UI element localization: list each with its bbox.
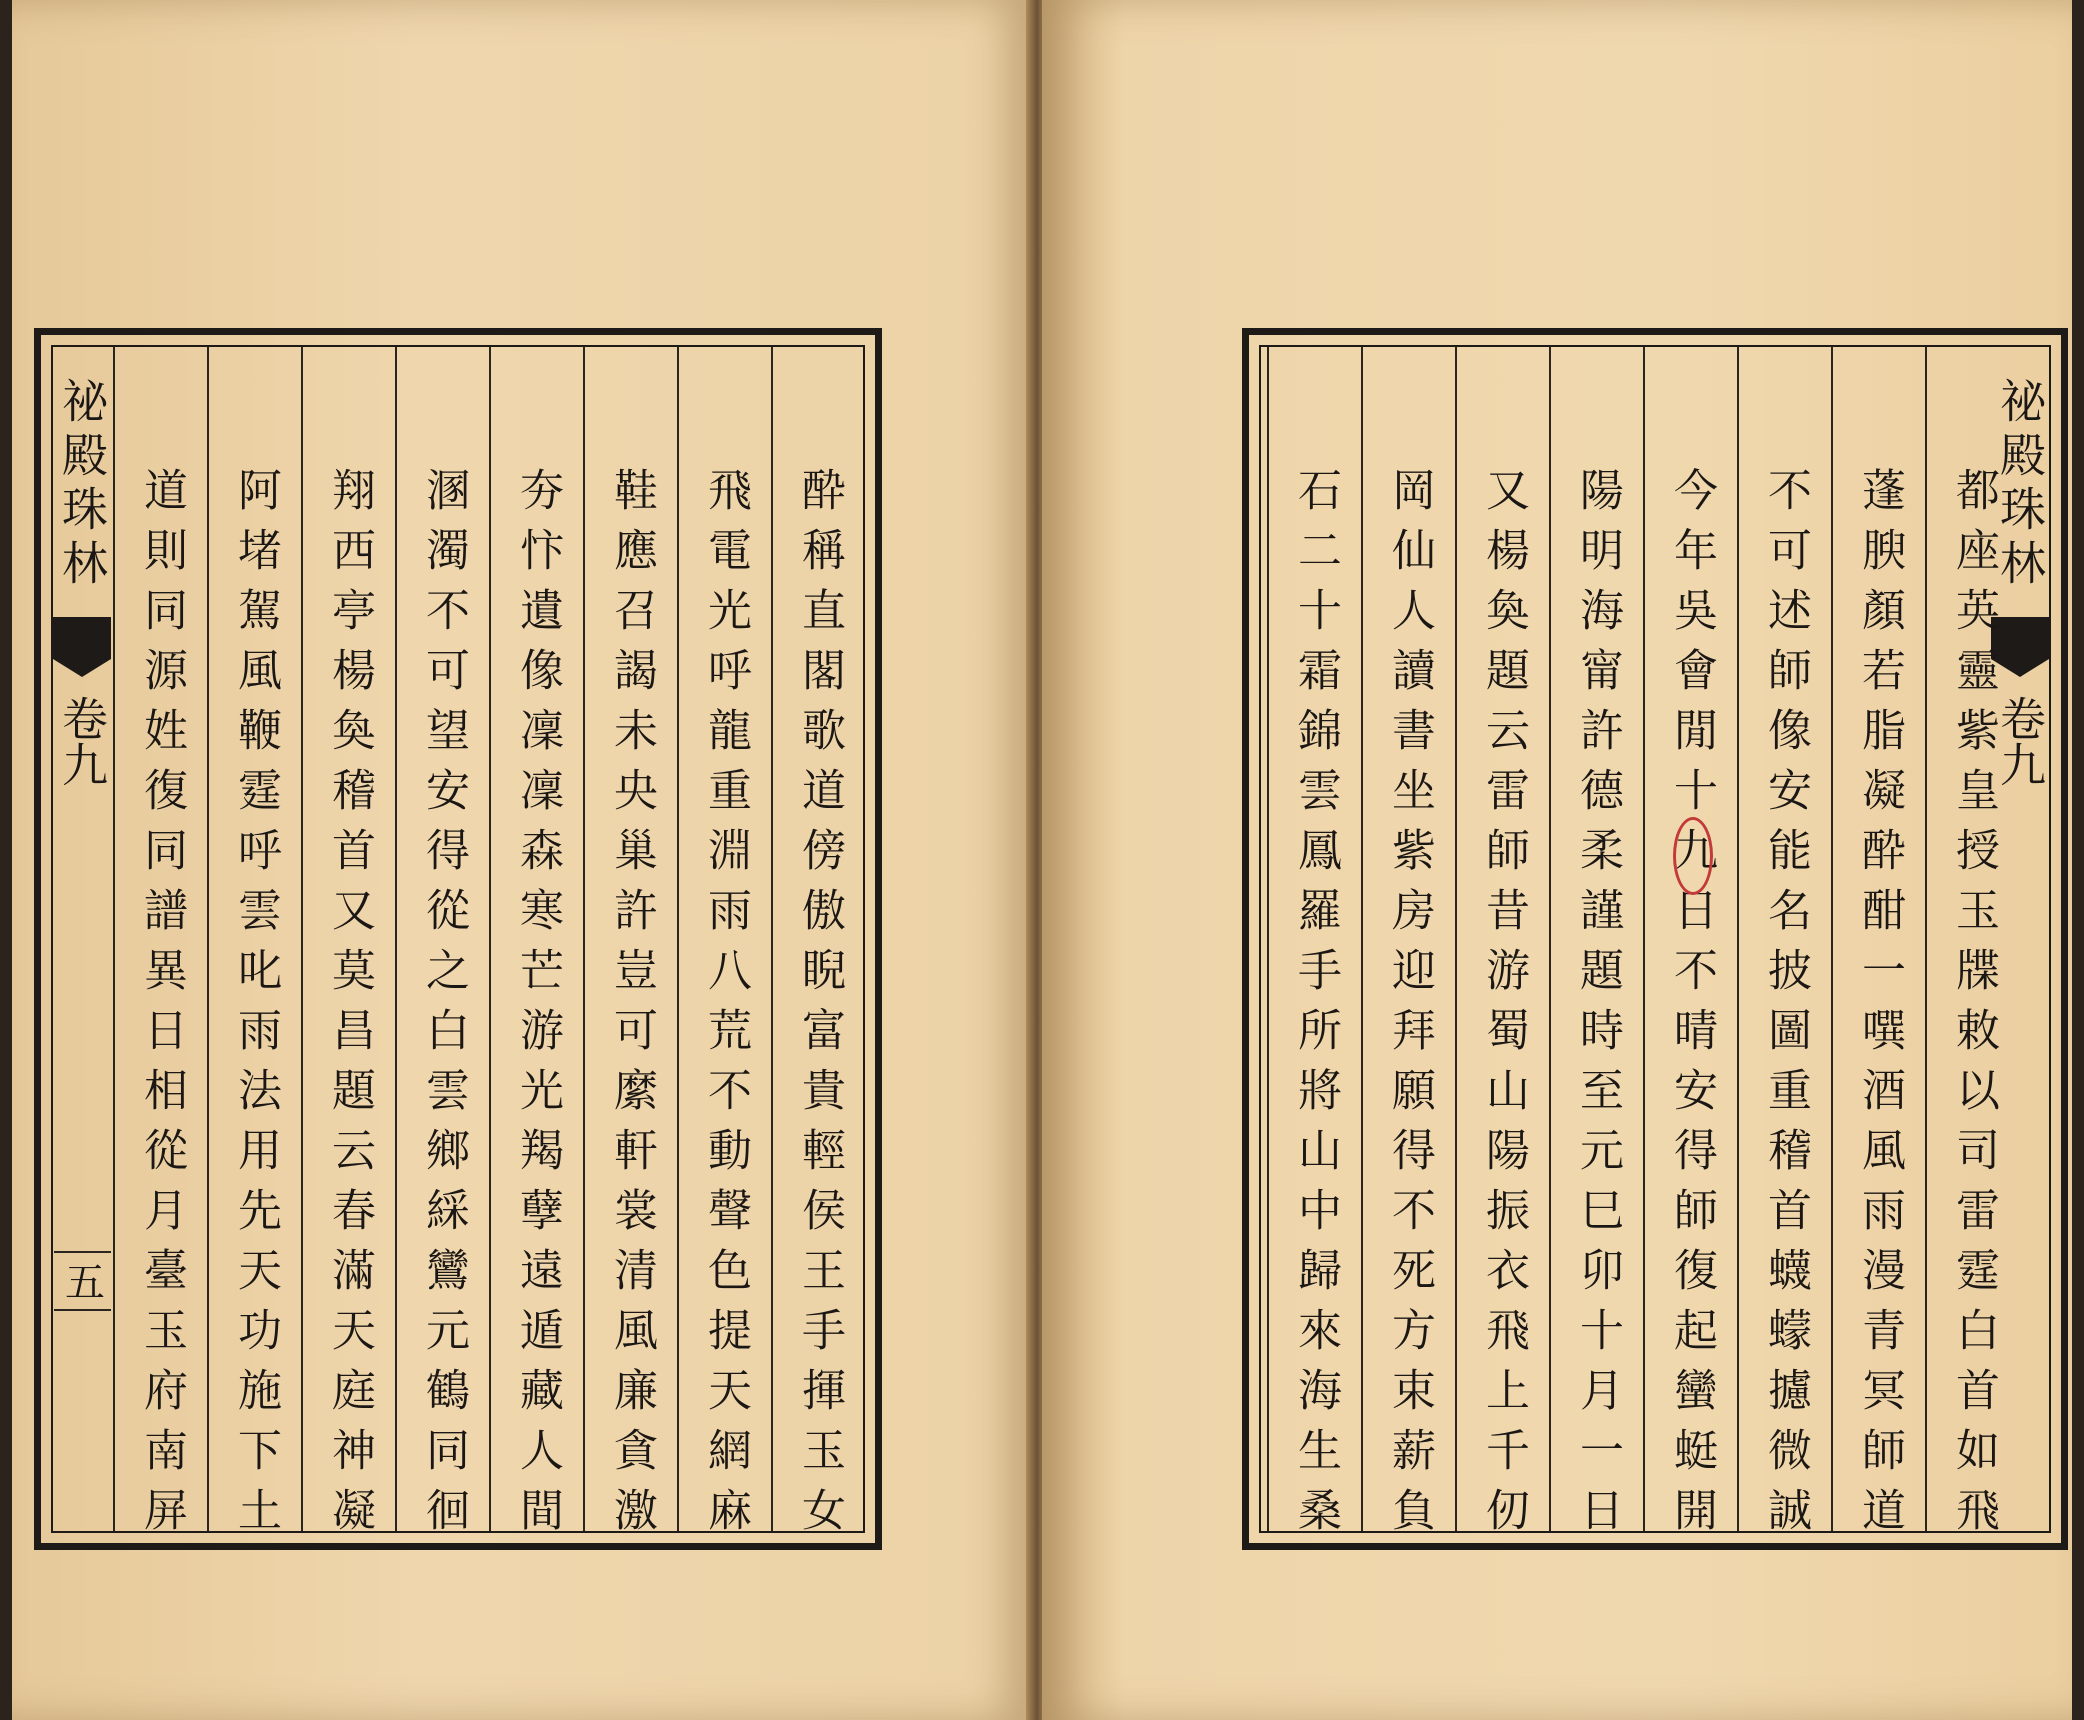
left-page-frame — [34, 328, 882, 1550]
left-column-text-1: 酔稱直閣歌道傍傲睨富貴輕侯王手揮玉女 — [794, 467, 845, 1547]
left-column-text-2: 飛電光呼龍重淵雨八荒不動聲色提天網麻 — [700, 467, 751, 1547]
left-page-number: 五 — [54, 1251, 111, 1311]
left-text-column — [113, 347, 207, 1547]
left-column-text-8: 道則同源姓復同譜異日相從月臺玉府南屏 — [136, 467, 187, 1547]
right-text-column — [1831, 347, 1925, 1547]
left-juan-label: 卷九 — [55, 695, 109, 787]
right-juan-label: 卷九 — [1993, 695, 2047, 787]
left-page-inner-frame — [51, 345, 865, 1547]
right-page-frame — [1242, 328, 2068, 1550]
left-text-column — [677, 347, 771, 1547]
left-text-column — [489, 347, 583, 1547]
right-text-column — [1925, 347, 2019, 1547]
red-annotation-circle — [1673, 817, 1713, 895]
right-column-text-3: 不可述師像安能名披圖重稽首蠛蠓攄微誠 — [1760, 467, 1811, 1547]
right-text-column — [1455, 347, 1549, 1547]
left-margin-title: 祕殿珠林 — [55, 377, 109, 593]
right-text-column — [1737, 347, 1831, 1547]
left-text-column — [583, 347, 677, 1547]
right-text-column — [1267, 347, 1361, 1547]
left-margin-column — [53, 347, 111, 1531]
left-text-column — [771, 347, 865, 1547]
right-column-text-5: 陽明海甯許德柔謹題時至元巳卯十月一日 — [1572, 467, 1623, 1547]
right-column-text-6: 又楊奐題云雷師昔游蜀山陽振衣飛上千仞 — [1478, 467, 1529, 1547]
left-fishtail-upper — [53, 617, 111, 677]
right-column-text-8: 石二十霜錦雲鳳羅手所將山中歸來海生桑 — [1290, 467, 1341, 1547]
book-edge-right — [2072, 0, 2084, 1720]
right-margin-title: 祕殿珠林 — [1993, 377, 2047, 593]
right-column-text-1: 都座英靈紫皇授玉牒敕以司雷霆白首如飛 — [1948, 467, 1999, 1547]
left-column-text-6: 翔西亭楊奐稽首又莫昌題云春滿天庭神凝 — [324, 467, 375, 1547]
right-page — [1042, 0, 2072, 1720]
left-column-text-7: 阿堵駕風鞭霆呼雲叱雨法用先天功施下土 — [230, 467, 281, 1547]
right-column-text-7: 岡仙人讀書坐紫房迎拜願得不死方束薪負 — [1384, 467, 1435, 1547]
left-column-text-3: 鞋應召謁未央巢許豈可縻軒裳清風廉貪激 — [606, 467, 657, 1547]
right-text-column — [1361, 347, 1455, 1547]
left-column-text-5: 溷濁不可望安得從之白雲鄉綵鸞元鶴同徊 — [418, 467, 469, 1547]
left-text-column — [301, 347, 395, 1547]
book-edge-left — [0, 0, 12, 1720]
right-column-text-2: 蓬腴顏若脂凝酔酣一噀酒風雨漫青冥師道 — [1854, 467, 1905, 1547]
right-text-column — [1643, 347, 1737, 1547]
left-text-column — [207, 347, 301, 1547]
right-text-column — [1549, 347, 1643, 1547]
left-page — [12, 0, 1034, 1720]
right-page-inner-frame — [1259, 345, 2051, 1547]
left-text-column — [395, 347, 489, 1547]
right-column-text-4: 今年吳會閒十九日不晴安得師復起蠻蜓開 — [1666, 467, 1717, 1547]
left-column-text-4: 夯忭遺像凜凜森寒芒游光羯孽遠遁藏人間 — [512, 467, 563, 1547]
